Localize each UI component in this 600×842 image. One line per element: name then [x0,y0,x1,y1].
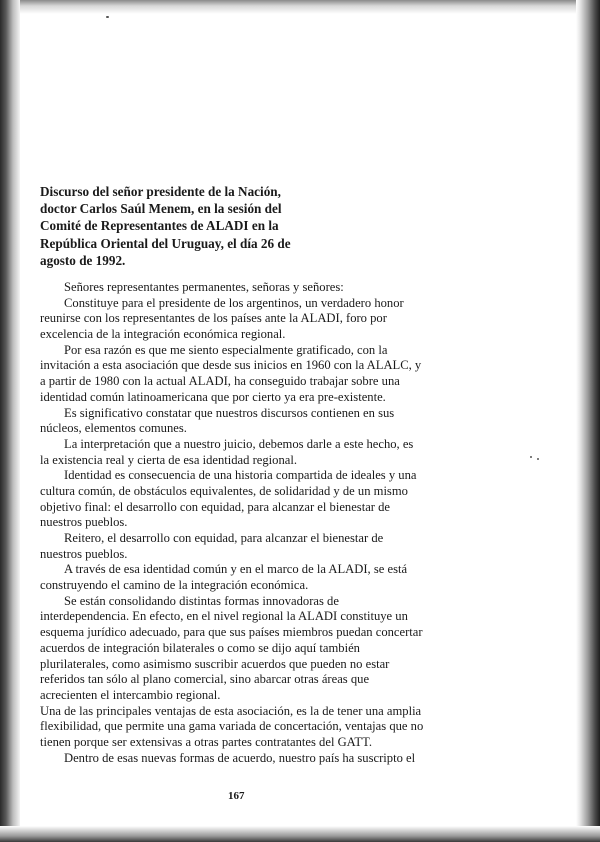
body-line: esquema jurídico adecuado, para que sus países miembros puedan concertar [40,625,423,640]
body-line: A través de esa identidad común y en el marco de la ALADI, se está [64,562,408,577]
heading-line: República Oriental del Uruguay, el día 26 de [40,235,291,251]
body-line: la existencia real y cierta de esa identidad regional. [40,452,297,467]
speech-heading [40,183,310,269]
body-line: nuestros pueblos. [40,546,128,561]
body-line: Identidad es consecuencia de una historia compartida de ideales y una [64,468,417,483]
scan-edge-right [576,0,600,842]
body-line: referidos tan sólo al plano comercial, sino abarcar otras áreas que [40,672,370,687]
body-line: tienen porque ser extensivas a otras partes contratantes del GATT. [40,734,372,749]
body-line: cultura común, de obstáculos equivalentes, de solidaridad y de un mismo [40,483,408,498]
body-line: Constituye para el presidente de los argentinos, un verdadero honor [64,295,404,310]
body-line: Se están consolidando distintas formas innovadoras de [64,593,339,608]
page-number: 167 [228,790,245,802]
scan-edge-bottom [0,826,600,842]
body-line: reunirse con los representantes de los países ante la ALADI, foro por [40,311,387,326]
heading-line: Comité de Representantes de ALADI en la [40,218,279,234]
scan-edge-top [0,0,600,14]
body-line: interdependencia. En efecto, en el nivel regional la ALADI constituye un [40,609,408,624]
body-line: Dentro de esas nuevas formas de acuerdo, nuestro país ha suscripto el [64,750,416,765]
body-line: La interpretación que a nuestro juicio, debemos darle a este hecho, es [64,436,414,451]
body-line: excelencia de la integración económica regional. [40,327,286,342]
body-line: Es significativo constatar que nuestros discursos contienen en sus [64,405,395,420]
body-line: Reitero, el desarrollo con equidad, para alcanzar el bienestar de [64,531,384,545]
body-line: invitación a esta asociación que desde sus inicios en 1960 con la ALALC, y [40,358,422,373]
scan-speck [537,458,539,460]
body-line: objetivo final: el desarrollo con equidad, para alcanzar el bienestar de [40,499,391,514]
body-line: acuerdos de integración bilaterales o como se dijo aquí también [40,640,360,655]
body-line: nuestros pueblos. [40,515,128,530]
body-line: construyendo el camino de la integración económica. [40,578,309,593]
scan-edge-left [0,0,20,842]
body-line: núcleos, elementos comunes. [40,421,187,436]
speech-body [40,280,450,766]
scan-speck [530,456,532,458]
body-line: Señores representantes permanentes, señoras y señores: [64,280,344,294]
body-line: Una de las principales ventajas de esta asociación, es la de tener una amplia [40,703,422,718]
heading-line: Discurso del señor presidente de la Nación, [40,184,281,199]
body-line: flexibilidad, que permite una gama variada de concertación, ventajas que no [40,719,424,734]
heading-line: doctor Carlos Saúl Menem, en la sesión del [40,201,282,217]
body-line: plurilaterales, como asimismo suscribir acuerdos que pueden no estar [40,656,390,671]
heading-line: agosto de 1992. [40,252,126,268]
scan-speck [106,16,109,18]
body-line: identidad común latinoamericana que por cierto ya era pre-existente. [40,389,386,404]
body-line: acrecienten el intercambio regional. [40,687,221,702]
body-line: Por esa razón es que me siento especialmente gratificado, con la [64,342,388,357]
body-line: a partir de 1980 con la actual ALADI, ha conseguido trabajar sobre una [40,374,400,389]
